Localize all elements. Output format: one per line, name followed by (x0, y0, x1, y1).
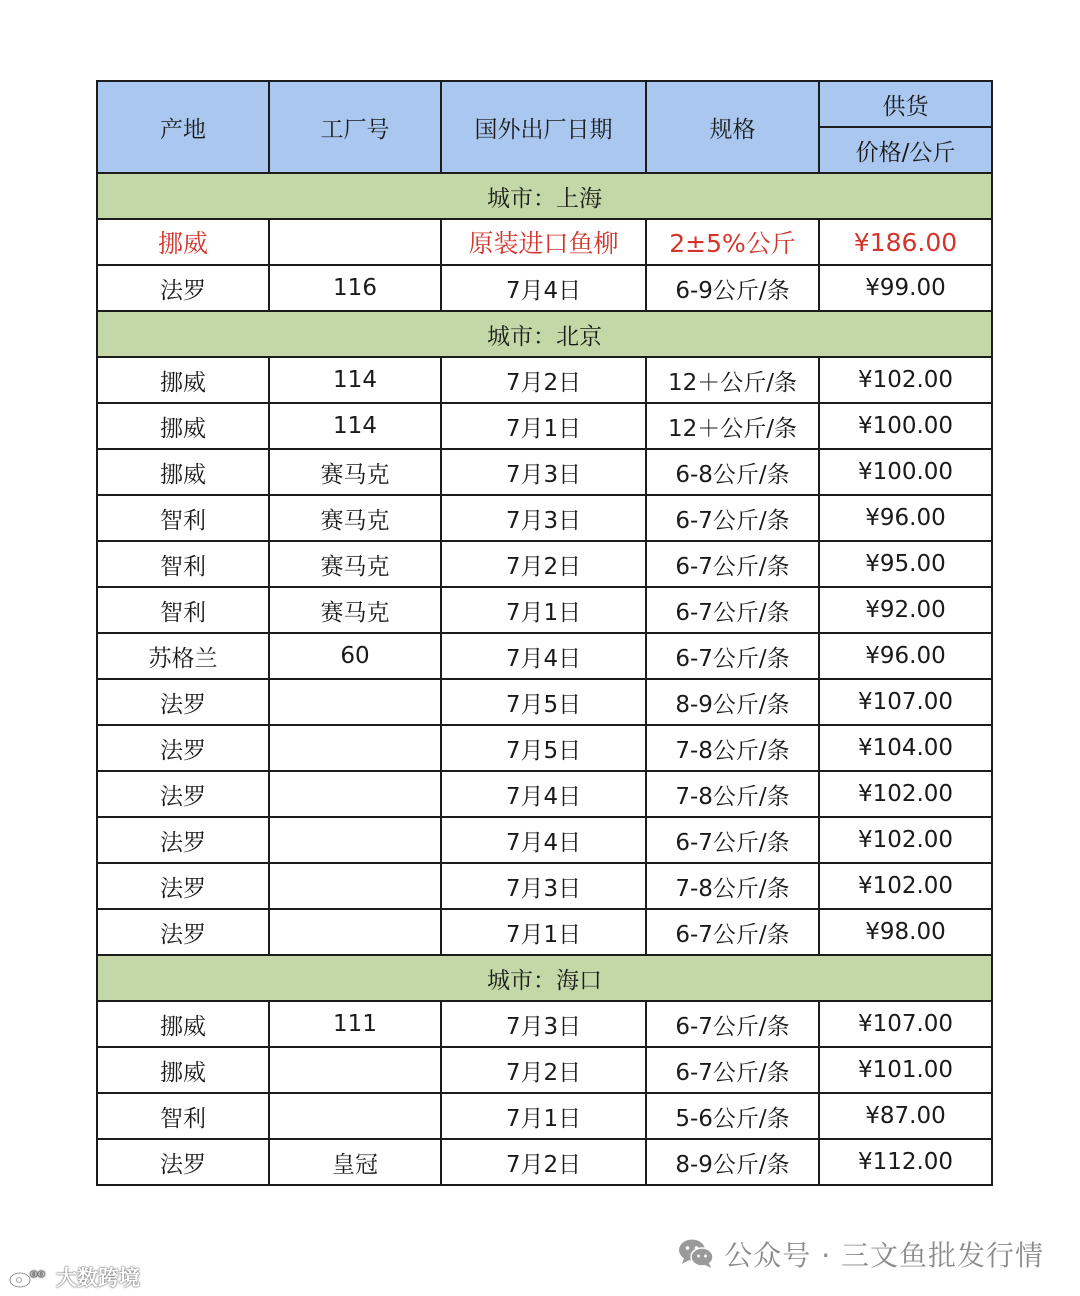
price-cell: ¥107.00 (819, 1001, 992, 1047)
header-supply: 供货 (819, 81, 992, 127)
origin-cell: 挪威 (97, 219, 269, 265)
origin-cell: 智利 (97, 587, 269, 633)
watermark-text: 大数跨境 (56, 1266, 140, 1290)
table-row (97, 403, 992, 449)
date-cell: 7月2日 (441, 1047, 646, 1093)
table-row (97, 909, 992, 955)
spec-cell: 6-7公斤/条 (646, 633, 819, 679)
date-cell: 7月3日 (441, 495, 646, 541)
factory-cell: 60 (269, 633, 441, 679)
factory-cell: 赛马克 (269, 495, 441, 541)
factory-cell (269, 1093, 441, 1139)
factory-cell (269, 863, 441, 909)
spec-cell: 7-8公斤/条 (646, 725, 819, 771)
date-cell: 7月1日 (441, 909, 646, 955)
price-cell: ¥102.00 (819, 863, 992, 909)
spec-cell: 8-9公斤/条 (646, 1139, 819, 1185)
spec-cell: 7-8公斤/条 (646, 771, 819, 817)
table-row (97, 771, 992, 817)
origin-cell: 法罗 (97, 863, 269, 909)
date-cell: 7月4日 (441, 771, 646, 817)
factory-cell: 赛马克 (269, 541, 441, 587)
spec-cell: 6-9公斤/条 (646, 265, 819, 311)
origin-cell: 苏格兰 (97, 633, 269, 679)
price-cell: ¥98.00 (819, 909, 992, 955)
city-header-row (97, 955, 992, 1001)
origin-cell: 智利 (97, 495, 269, 541)
spec-cell: 12＋公斤/条 (646, 403, 819, 449)
spec-cell: 6-7公斤/条 (646, 909, 819, 955)
table-row (97, 541, 992, 587)
origin-cell: 挪威 (97, 357, 269, 403)
wechat-icon (678, 1238, 714, 1270)
table-row (97, 1047, 992, 1093)
weibo-icon (8, 1265, 52, 1289)
price-cell: ¥99.00 (819, 265, 992, 311)
table-row (97, 1093, 992, 1139)
date-cell: 7月4日 (441, 817, 646, 863)
factory-cell: 赛马克 (269, 449, 441, 495)
price-cell: ¥96.00 (819, 495, 992, 541)
svg-text:oo: oo (30, 1267, 46, 1280)
date-cell: 7月1日 (441, 587, 646, 633)
price-cell: ¥107.00 (819, 679, 992, 725)
spec-cell: 6-7公斤/条 (646, 1001, 819, 1047)
spec-cell: 6-7公斤/条 (646, 587, 819, 633)
date-cell: 7月4日 (441, 265, 646, 311)
table-row (97, 1001, 992, 1047)
factory-cell (269, 1047, 441, 1093)
origin-cell: 挪威 (97, 403, 269, 449)
price-cell: ¥112.00 (819, 1139, 992, 1185)
origin-cell: 法罗 (97, 725, 269, 771)
table-row (97, 679, 992, 725)
spec-cell: 5-6公斤/条 (646, 1093, 819, 1139)
price-cell: ¥104.00 (819, 725, 992, 771)
spec-cell: 6-7公斤/条 (646, 1047, 819, 1093)
factory-cell (269, 771, 441, 817)
date-cell: 7月2日 (441, 541, 646, 587)
date-cell: 7月5日 (441, 725, 646, 771)
factory-cell: 114 (269, 357, 441, 403)
table-row (97, 357, 992, 403)
origin-cell: 智利 (97, 541, 269, 587)
price-cell: ¥100.00 (819, 403, 992, 449)
table-row (97, 495, 992, 541)
date-cell: 7月2日 (441, 357, 646, 403)
price-cell: ¥87.00 (819, 1093, 992, 1139)
city-label: 城市：北京 (97, 311, 992, 357)
city-header-row (97, 173, 992, 219)
spec-cell: 6-7公斤/条 (646, 817, 819, 863)
origin-cell: 法罗 (97, 817, 269, 863)
factory-cell (269, 679, 441, 725)
table-row (97, 817, 992, 863)
table-row (97, 633, 992, 679)
origin-cell: 智利 (97, 1093, 269, 1139)
table-row (97, 449, 992, 495)
factory-cell: 赛马克 (269, 587, 441, 633)
price-cell: ¥102.00 (819, 771, 992, 817)
table-body (97, 173, 992, 1185)
origin-cell: 法罗 (97, 265, 269, 311)
date-cell: 7月4日 (441, 633, 646, 679)
date-cell: 7月3日 (441, 449, 646, 495)
header-price-per-kg: 价格/公斤 (819, 127, 992, 173)
origin-cell: 挪威 (97, 1047, 269, 1093)
origin-cell: 挪威 (97, 449, 269, 495)
date-cell: 7月1日 (441, 1093, 646, 1139)
table-row (97, 265, 992, 311)
date-cell: 7月2日 (441, 1139, 646, 1185)
table-row (97, 587, 992, 633)
date-cell: 7月1日 (441, 403, 646, 449)
price-table (96, 80, 993, 1186)
city-label: 城市：海口 (97, 955, 992, 1001)
table-row (97, 725, 992, 771)
date-cell: 7月3日 (441, 1001, 646, 1047)
price-cell: ¥96.00 (819, 633, 992, 679)
factory-cell: 皇冠 (269, 1139, 441, 1185)
price-cell: ¥102.00 (819, 357, 992, 403)
date-cell: 7月3日 (441, 863, 646, 909)
factory-cell (269, 817, 441, 863)
footer-brand-text: 公众号 · 三文鱼批发行情 (724, 1239, 1044, 1272)
header-spec: 规格 (646, 81, 819, 173)
city-header-row (97, 311, 992, 357)
price-cell: ¥186.00 (819, 219, 992, 265)
table-row (97, 1139, 992, 1185)
date-cell: 原装进口鱼柳 (441, 219, 646, 265)
factory-cell (269, 725, 441, 771)
factory-cell: 114 (269, 403, 441, 449)
price-cell: ¥92.00 (819, 587, 992, 633)
header-date: 国外出厂日期 (441, 81, 646, 173)
origin-cell: 法罗 (97, 909, 269, 955)
spec-cell: 6-7公斤/条 (646, 495, 819, 541)
footer-brand (678, 1234, 1044, 1274)
factory-cell: 111 (269, 1001, 441, 1047)
price-cell: ¥95.00 (819, 541, 992, 587)
spec-cell: 7-8公斤/条 (646, 863, 819, 909)
highlight-row (97, 219, 992, 265)
origin-cell: 挪威 (97, 1001, 269, 1047)
origin-cell: 法罗 (97, 1139, 269, 1185)
price-cell: ¥101.00 (819, 1047, 992, 1093)
spec-cell: 2±5%公斤 (646, 219, 819, 265)
header-origin: 产地 (97, 81, 269, 173)
factory-cell: 116 (269, 265, 441, 311)
date-cell: 7月5日 (441, 679, 646, 725)
price-cell: ¥102.00 (819, 817, 992, 863)
spec-cell: 6-8公斤/条 (646, 449, 819, 495)
city-label: 城市：上海 (97, 173, 992, 219)
origin-cell: 法罗 (97, 771, 269, 817)
price-cell: ¥100.00 (819, 449, 992, 495)
spec-cell: 6-7公斤/条 (646, 541, 819, 587)
table-row (97, 863, 992, 909)
header-factory: 工厂号 (269, 81, 441, 173)
table-header (97, 81, 992, 173)
spec-cell: 8-9公斤/条 (646, 679, 819, 725)
origin-cell: 法罗 (97, 679, 269, 725)
watermark (8, 1262, 140, 1292)
factory-cell (269, 219, 441, 265)
factory-cell (269, 909, 441, 955)
spec-cell: 12＋公斤/条 (646, 357, 819, 403)
